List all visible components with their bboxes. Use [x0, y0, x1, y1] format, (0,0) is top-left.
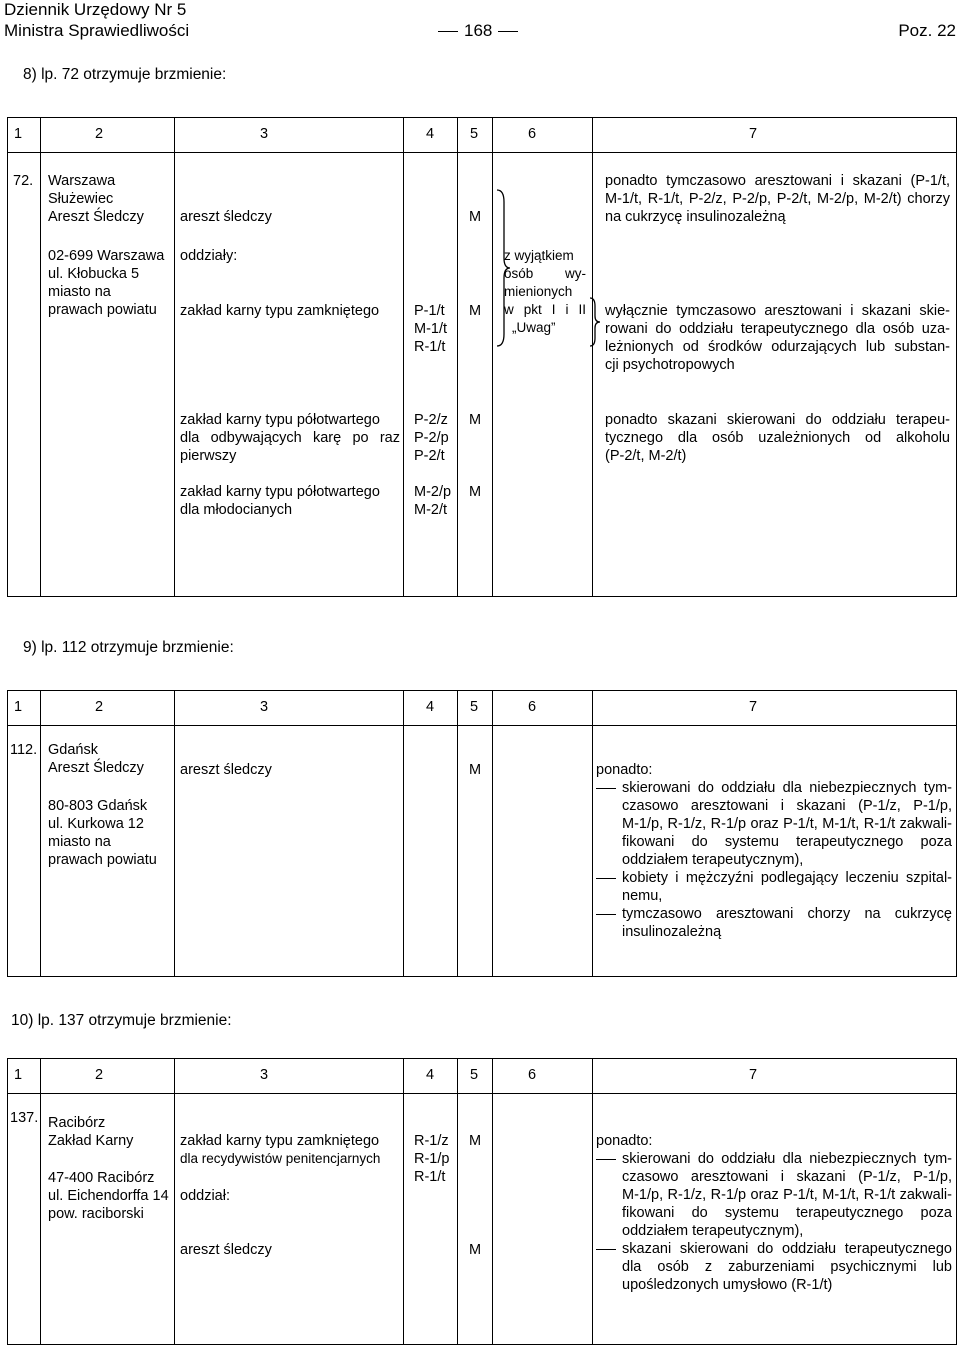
lp-number: 137.: [10, 1110, 39, 1126]
column-header: 3: [260, 126, 269, 142]
column-header: 4: [426, 126, 435, 142]
unit-type: zakład karny typu zamkniętego: [180, 303, 380, 319]
column-header: 5: [470, 1067, 479, 1083]
notes: wyłącznie tymczasowo aresztowani i skazani skie- rowani do oddziału terapeutycznego dla osób uza- leżnionych od środków odurzających lub substan- cji psychotropowych: [605, 303, 950, 373]
column-header: 3: [260, 699, 269, 715]
list-item: tymczasowo aresztowani chorzy na cukrzycę insulinozależną: [596, 905, 952, 941]
notes: ponadto: skierowani do oddziału dla niebezpiecznych tym- czasowo aresztowani i skazani (P-1/z, P-1/p, M-1/p, R-1/z, R-1/p oraz P-1/t, M-1/t, R-1/t zakwali- fikowani do systemu terapeutycznego poza oddziałem terapeutycznym), skazani skierowani do oddziału terapeutycznego dla osób z zaburzeniami psychicznymi lub upośledzonych umysłowo (R-1/t): [596, 1133, 952, 1293]
notes: ponadto: skierowani do oddziału dla niebezpiecznych tym- czasowo aresztowani i skazani (P-1/z, P-1/p, M-1/p, R-1/z, R-1/p oraz P-1/t, M-1/t, R-1/t zakwali- fikowani do systemu terapeutycznego poza oddziałem terapeutycznym), kobiety i mężczyźni podlegający leczeniu szpital- nemu, tymczasowo aresztowani chorzy na cukrzycę insulinozależną: [596, 762, 952, 940]
exception-note: z wyjątkiem osób wy- mienionych w pkt I i II „Uwag”: [504, 248, 586, 335]
place-name: Racibórz Zakład Karny: [48, 1115, 134, 1149]
table-lp-137: [7, 1058, 957, 1345]
column-header: 2: [95, 1067, 104, 1083]
classification-codes: M-2/p M-2/t: [414, 484, 452, 518]
sex-code: M: [469, 484, 482, 500]
classification-codes: P-1/t M-1/t R-1/t: [414, 303, 448, 355]
unit-type: zakład karny typu zamkniętego dla recydywistów penitencjarnych: [180, 1133, 381, 1166]
column-header: 7: [749, 699, 758, 715]
list-item: kobiety i mężczyźni podlegający leczeniu szpital- nemu,: [596, 869, 952, 905]
column-header: 5: [470, 126, 479, 142]
column-header: 7: [749, 126, 758, 142]
column-header: 4: [426, 1067, 435, 1083]
sex-code: M: [469, 209, 482, 225]
departments-label: oddziały:: [180, 248, 238, 264]
ministry-name: Ministra Sprawiedliwości: [4, 21, 190, 40]
page-number: 168: [438, 21, 518, 41]
unit-type: areszt śledczy: [180, 209, 272, 225]
column-header: 6: [528, 699, 537, 715]
column-header: 6: [528, 1067, 537, 1083]
column-header: 4: [426, 699, 435, 715]
sex-code: M: [469, 762, 482, 778]
section-title: 9) lp. 112 otrzymuje brzmienie:: [23, 639, 234, 656]
place-name: Warszawa Służewiec Areszt Śledczy: [48, 173, 144, 225]
column-header: 2: [95, 126, 104, 142]
position-number: Poz. 22: [898, 21, 956, 40]
classification-codes: R-1/z R-1/p R-1/t: [414, 1133, 450, 1185]
list-item: skazani skierowani do oddziału terapeutycznego dla osób z zaburzeniami psychicznymi lub upośledzonych umysłowo (R-1/t): [596, 1240, 952, 1294]
sex-code: M: [469, 303, 482, 319]
place-address: 47-400 Racibórz ul. Eichendorffa 14 pow. raciborski: [48, 1170, 169, 1222]
brace-icon: [588, 296, 602, 348]
classification-codes: P-2/z P-2/p P-2/t: [414, 412, 449, 464]
unit-type: areszt śledczy: [180, 1242, 272, 1258]
unit-type: areszt śledczy: [180, 762, 272, 778]
sex-code: M: [469, 412, 482, 428]
column-header: 6: [528, 126, 537, 142]
lp-number: 72.: [13, 173, 34, 189]
lp-number: 112.: [10, 742, 38, 758]
notes: ponadto tymczasowo aresztowani i skazani (P-1/t, M-1/t, R-1/t, P-2/z, P-2/p, P-2/t, M-2/p, M-2/t) chorzy na cukrzycę insulinozależną: [605, 173, 950, 225]
table-lp-72: [7, 117, 957, 597]
column-header: 7: [749, 1067, 758, 1083]
section-title: 10) lp. 137 otrzymuje brzmienie:: [11, 1012, 232, 1029]
list-item: skierowani do oddziału dla niebezpiecznych tym- czasowo aresztowani i skazani (P-1/z, P-1/p, M-1/p, R-1/z, R-1/p oraz P-1/t, M-1/t, R-1/t zakwali- fikowani do systemu terapeutycznego poza oddziałem terapeutycznym),: [596, 1150, 952, 1240]
sex-code: M: [469, 1133, 482, 1149]
column-header: 1: [14, 699, 23, 715]
journal-title: Dziennik Urzędowy Nr 5: [4, 0, 187, 19]
column-header: 1: [14, 126, 23, 142]
table-lp-112: [7, 690, 957, 977]
unit-type: zakład karny typu półotwartego dla odbywających karę po raz pierwszy: [180, 412, 400, 464]
sex-code: M: [469, 1242, 482, 1258]
column-header: 2: [95, 699, 104, 715]
place-name: Gdańsk Areszt Śledczy: [48, 742, 144, 776]
departments-label: oddział:: [180, 1188, 230, 1204]
column-header: 5: [470, 699, 479, 715]
place-address: 80-803 Gdańsk ul. Kurkowa 12 miasto na prawach powiatu: [48, 798, 157, 868]
column-header: 1: [14, 1067, 23, 1083]
column-header: 3: [260, 1067, 269, 1083]
section-title: 8) lp. 72 otrzymuje brzmienie:: [23, 66, 227, 83]
place-address: 02-699 Warszawa ul. Kłobucka 5 miasto na prawach powiatu: [48, 248, 165, 318]
list-item: skierowani do oddziału dla niebezpiecznych tym- czasowo aresztowani i skazani (P-1/z, P-1/p, M-1/p, R-1/z, R-1/p oraz P-1/t, M-1/t, R-1/t zakwali- fikowani do systemu terapeutycznego poza oddziałem terapeutycznym),: [596, 779, 952, 869]
notes: ponadto skazani skierowani do oddziału terapeu- tycznego dla osób uzależnionych od alkoholu (P-2/t, M-2/t): [605, 412, 950, 464]
unit-type: zakład karny typu półotwartego dla młodocianych: [180, 484, 380, 518]
